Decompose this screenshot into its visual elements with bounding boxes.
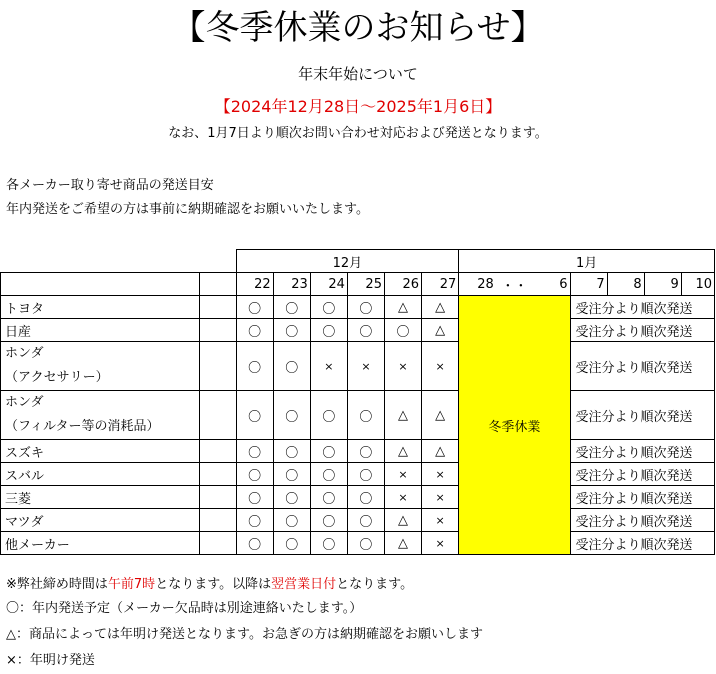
mark-cell: ×: [422, 463, 459, 486]
mark-cell: 〇: [236, 486, 273, 509]
day-10: 10: [681, 273, 714, 296]
mark-cell: 〇: [236, 532, 273, 555]
mark-cell: △: [384, 391, 421, 440]
after-holiday-note: 受注分より順次発送: [570, 532, 714, 555]
mark-cell: 〇: [347, 486, 384, 509]
mark-cell: △: [422, 440, 459, 463]
month-january: 1月: [459, 250, 715, 273]
holiday-period-text: 【2024年12月28日～2025年1月6日】: [214, 97, 502, 116]
day-27: 27: [422, 273, 459, 296]
mark-cell: ×: [384, 463, 421, 486]
mark-cell: 〇: [347, 509, 384, 532]
mark-cell: ×: [347, 342, 384, 391]
mark-cell: △: [422, 391, 459, 440]
mark-cell: 〇: [273, 296, 310, 319]
winter-holiday-block: [459, 296, 570, 555]
day-25: 25: [347, 273, 384, 296]
table-row: [1, 532, 715, 555]
day-24: 24: [310, 273, 347, 296]
mark-cell: 〇: [273, 463, 310, 486]
maker-name: 他メーカー: [1, 532, 200, 555]
mark-cell: 〇: [236, 319, 273, 342]
mark-cell: 〇: [236, 509, 273, 532]
mark-cell: ×: [422, 509, 459, 532]
header-blank-name: [1, 273, 200, 296]
maker-name: スバル: [1, 463, 200, 486]
mark-cell: ×: [310, 342, 347, 391]
after-holiday-note: 受注分より順次発送: [570, 319, 714, 342]
mark-cell: 〇: [273, 532, 310, 555]
mark-cell: 〇: [310, 509, 347, 532]
table-row: [1, 296, 715, 319]
page-title: 【冬季休業のお知らせ】: [171, 8, 545, 48]
maker-name-line1: ホンダ: [5, 395, 44, 410]
after-holiday-note: 受注分より順次発送: [570, 486, 714, 509]
mark-cell: ×: [384, 342, 421, 391]
legend-cross: ×：年明け発送: [6, 653, 95, 668]
winter-holiday-label: 冬季休業: [488, 419, 541, 435]
mark-cell: 〇: [347, 463, 384, 486]
maker-name: 三菱: [1, 486, 200, 509]
mark-cell: 〇: [347, 319, 384, 342]
mark-cell: 〇: [273, 509, 310, 532]
mark-cell: ×: [422, 532, 459, 555]
mark-cell: 〇: [236, 296, 273, 319]
month-december: 12月: [236, 250, 459, 273]
next-business-day: 翌営業日付: [271, 577, 337, 592]
day-28: 28: [459, 273, 496, 296]
mark-cell: 〇: [347, 296, 384, 319]
month-header-row: [1, 250, 715, 273]
mark-cell: 〇: [310, 391, 347, 440]
maker-name-line2: （アクセサリー）: [5, 370, 109, 385]
day-23: 23: [273, 273, 310, 296]
mark-cell: 〇: [236, 440, 273, 463]
mark-cell: 〇: [273, 391, 310, 440]
mark-cell: 〇: [347, 440, 384, 463]
table-row: [1, 319, 715, 342]
mark-cell: 〇: [236, 391, 273, 440]
subtitle: 年末年始について: [298, 65, 418, 83]
mark-cell: ×: [384, 486, 421, 509]
cutoff-note: [6, 576, 413, 594]
mark-cell: ×: [422, 342, 459, 391]
cutoff-note-a: ※弊社締め時間は: [6, 577, 108, 592]
mark-cell: 〇: [273, 440, 310, 463]
day-dots: ・・: [496, 273, 533, 296]
resume-notice: なお、1月7日より順次お問い合わせ対応および発送となります。: [168, 126, 548, 141]
maker-name: [1, 342, 200, 391]
day-header-row: [1, 273, 715, 296]
table-row: [1, 342, 715, 391]
shipping-schedule-table: [0, 249, 715, 555]
maker-name-line1: ホンダ: [5, 346, 44, 361]
mark-cell: 〇: [347, 391, 384, 440]
day-26: 26: [384, 273, 421, 296]
gap-cell: [199, 532, 236, 555]
table-row: [1, 509, 715, 532]
legend-circle: 〇：年内発送予定（メーカー欠品時は別途連絡いたします。）: [6, 601, 363, 616]
mark-cell: △: [422, 296, 459, 319]
mark-cell: 〇: [384, 319, 421, 342]
day-22: 22: [236, 273, 273, 296]
mark-cell: 〇: [310, 440, 347, 463]
intro-line-1: 各メーカー取り寄せ商品の発送目安: [6, 178, 214, 193]
gap-cell: [199, 391, 236, 440]
mark-cell: 〇: [310, 532, 347, 555]
mark-cell: △: [384, 296, 421, 319]
mark-cell: 〇: [236, 463, 273, 486]
mark-cell: △: [384, 440, 421, 463]
day-9: 9: [644, 273, 681, 296]
cutoff-time: 午前7時: [107, 577, 156, 592]
table-row: [1, 391, 715, 440]
day-7: 7: [570, 273, 607, 296]
gap-cell: [199, 342, 236, 391]
day-8: 8: [607, 273, 644, 296]
after-holiday-note: 受注分より順次発送: [570, 509, 714, 532]
gap-cell: [199, 463, 236, 486]
maker-name: トヨタ: [1, 296, 200, 319]
gap-cell: [199, 319, 236, 342]
intro-line-2: 年内発送をご希望の方は事前に納期確認をお願いいたします。: [6, 202, 369, 217]
gap-cell: [199, 509, 236, 532]
corner-blank: [1, 250, 237, 273]
mark-cell: 〇: [310, 463, 347, 486]
after-holiday-note: 受注分より順次発送: [570, 391, 714, 440]
mark-cell: 〇: [236, 342, 273, 391]
mark-cell: 〇: [273, 319, 310, 342]
mark-cell: 〇: [310, 296, 347, 319]
gap-cell: [199, 296, 236, 319]
mark-cell: 〇: [273, 486, 310, 509]
mark-cell: 〇: [273, 342, 310, 391]
gap-cell: [199, 440, 236, 463]
gap-cell: [199, 486, 236, 509]
legend-triangle: △：商品によっては年明け発送となります。お急ぎの方は納期確認をお願いします: [6, 627, 483, 642]
cutoff-note-e: となります。: [336, 577, 414, 592]
mark-cell: 〇: [347, 532, 384, 555]
holiday-period: [0, 96, 716, 118]
mark-cell: △: [384, 532, 421, 555]
after-holiday-note: 受注分より順次発送: [570, 440, 714, 463]
mark-cell: △: [422, 319, 459, 342]
mark-cell: 〇: [310, 319, 347, 342]
header-blank-gap: [199, 273, 236, 296]
cutoff-note-c: となります。以降は: [155, 577, 272, 592]
table-row: [1, 486, 715, 509]
table-row: [1, 463, 715, 486]
maker-name-line2: （フィルター等の消耗品）: [5, 419, 160, 434]
maker-name: スズキ: [1, 440, 200, 463]
after-holiday-note: 受注分より順次発送: [570, 463, 714, 486]
table-row: [1, 440, 715, 463]
after-holiday-note: 受注分より順次発送: [570, 342, 714, 391]
mark-cell: ×: [422, 486, 459, 509]
day-6: 6: [533, 273, 570, 296]
mark-cell: 〇: [310, 486, 347, 509]
after-holiday-note: 受注分より順次発送: [570, 296, 714, 319]
maker-name: [1, 391, 200, 440]
mark-cell: △: [384, 509, 421, 532]
maker-name: マツダ: [1, 509, 200, 532]
maker-name: 日産: [1, 319, 200, 342]
